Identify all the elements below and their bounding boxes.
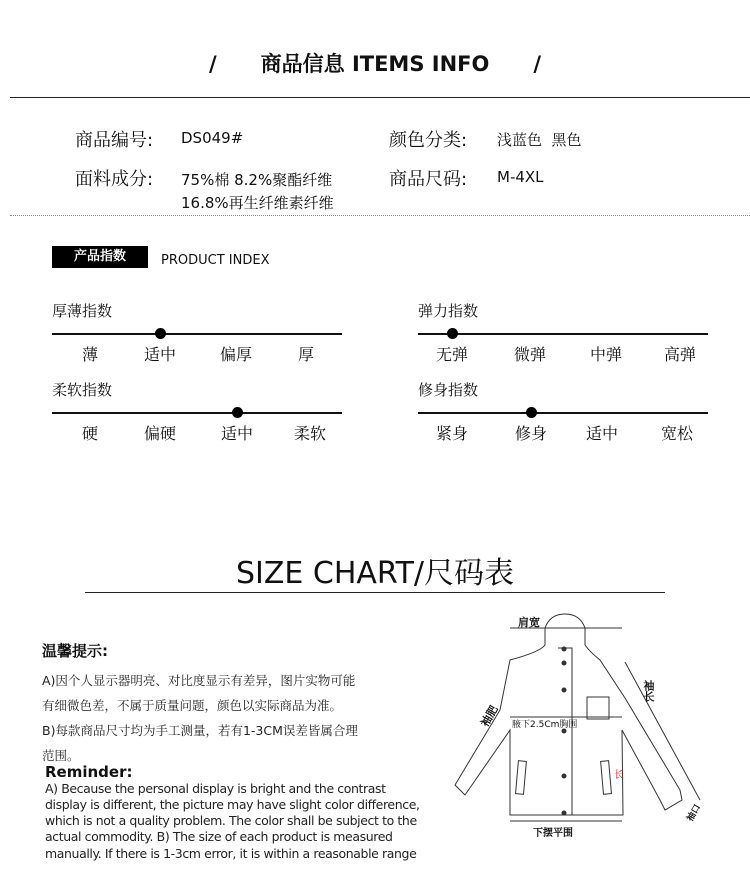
dotted-divider <box>10 215 750 216</box>
size-label: 商品尺码: <box>389 169 468 190</box>
divider <box>10 97 750 98</box>
slider-track <box>52 333 342 335</box>
slider-title: 柔软指数 <box>52 381 113 399</box>
tip-line: 范围。 <box>42 748 80 763</box>
slider-option: 高弹 <box>663 345 697 364</box>
reminder-line: manually. If there is 1-3cm error, it is within a reasonable range <box>45 846 417 861</box>
slider-option: 微弹 <box>513 345 547 364</box>
slider-option: 偏厚 <box>219 345 253 364</box>
chest-label: 腋下2.5Cm胸围 <box>512 720 578 730</box>
slider-option: 厚 <box>297 345 315 364</box>
product-index-badge: 产品指数 <box>52 246 148 268</box>
tip-title: 温馨提示: <box>42 642 108 660</box>
hem-label: 下摆平围 <box>533 828 573 839</box>
slider-option: 适中 <box>220 424 254 443</box>
slider-title: 厚薄指数 <box>52 302 113 320</box>
slider-option: 适中 <box>585 424 619 443</box>
tip-line: 有细微色差，不属于质量问题，颜色以实际商品为准。 <box>42 698 343 713</box>
slider-option: 紧身 <box>435 424 469 443</box>
fabric-value: 75%棉 8.2%聚酯纤维 <box>181 171 333 189</box>
reminder-title: Reminder: <box>45 763 133 781</box>
code-value: DS049# <box>181 129 244 147</box>
slider-title: 修身指数 <box>418 381 479 399</box>
slider-option: 硬 <box>81 424 99 443</box>
cuff-label: 袖口 <box>685 802 704 824</box>
shoulder-label: 肩宽 <box>518 616 540 629</box>
slider-option: 偏硬 <box>143 424 177 443</box>
slider-marker <box>447 328 458 339</box>
slider-marker <box>155 328 166 339</box>
slider-option: 适中 <box>143 345 177 364</box>
slider-option: 宽松 <box>660 424 694 443</box>
slash: / <box>208 52 217 76</box>
slider-track <box>52 412 342 414</box>
fabric-label: 面料成分: <box>75 169 154 190</box>
length-label: 长 <box>614 770 624 781</box>
slider-option: 中弹 <box>589 345 623 364</box>
slider-marker <box>232 407 243 418</box>
slider-option: 薄 <box>81 345 99 364</box>
reminder-line: which is not a quality problem. The color shall be subject to the <box>45 813 417 828</box>
slider-option: 修身 <box>514 424 548 443</box>
color-value: 浅蓝色 黑色 <box>497 131 582 149</box>
tip-line: A)因个人显示器明亮、对比度显示有差异，图片实物可能 <box>42 673 356 688</box>
tip-line: B)每款商品尺寸均为手工测量，若有1-3CM误差皆属合理 <box>42 723 358 738</box>
color-label: 颜色分类: <box>389 130 468 151</box>
slash: / <box>533 52 542 76</box>
reminder-line: actual commodity. B) The size of each product is measured <box>45 829 393 844</box>
slider-track <box>418 412 708 414</box>
slider-title: 弹力指数 <box>418 302 479 320</box>
sleeve-length-label: 袖长 <box>642 680 655 702</box>
slider-track <box>418 333 708 335</box>
divider <box>85 592 665 593</box>
items-info-title <box>0 48 750 78</box>
fabric-value: 16.8%再生纤维素纤维 <box>181 194 334 212</box>
sleeve-width-label: 袖肥 <box>478 703 501 730</box>
reminder-line: display is different, the picture may have slight color difference, <box>45 797 420 812</box>
slider-marker <box>526 407 537 418</box>
size-chart-title: SIZE CHART/尺码表 <box>235 556 515 591</box>
code-label: 商品编号: <box>75 130 154 151</box>
product-index-label: PRODUCT INDEX <box>161 253 270 268</box>
title-text: 商品信息 ITEMS INFO <box>260 52 490 76</box>
slider-option: 柔软 <box>293 424 327 443</box>
sleeve-measure <box>625 662 700 800</box>
size-value: M-4XL <box>497 168 544 186</box>
reminder-line: A) Because the personal display is bright and the contrast <box>45 781 386 796</box>
slider-option: 无弹 <box>435 345 469 364</box>
